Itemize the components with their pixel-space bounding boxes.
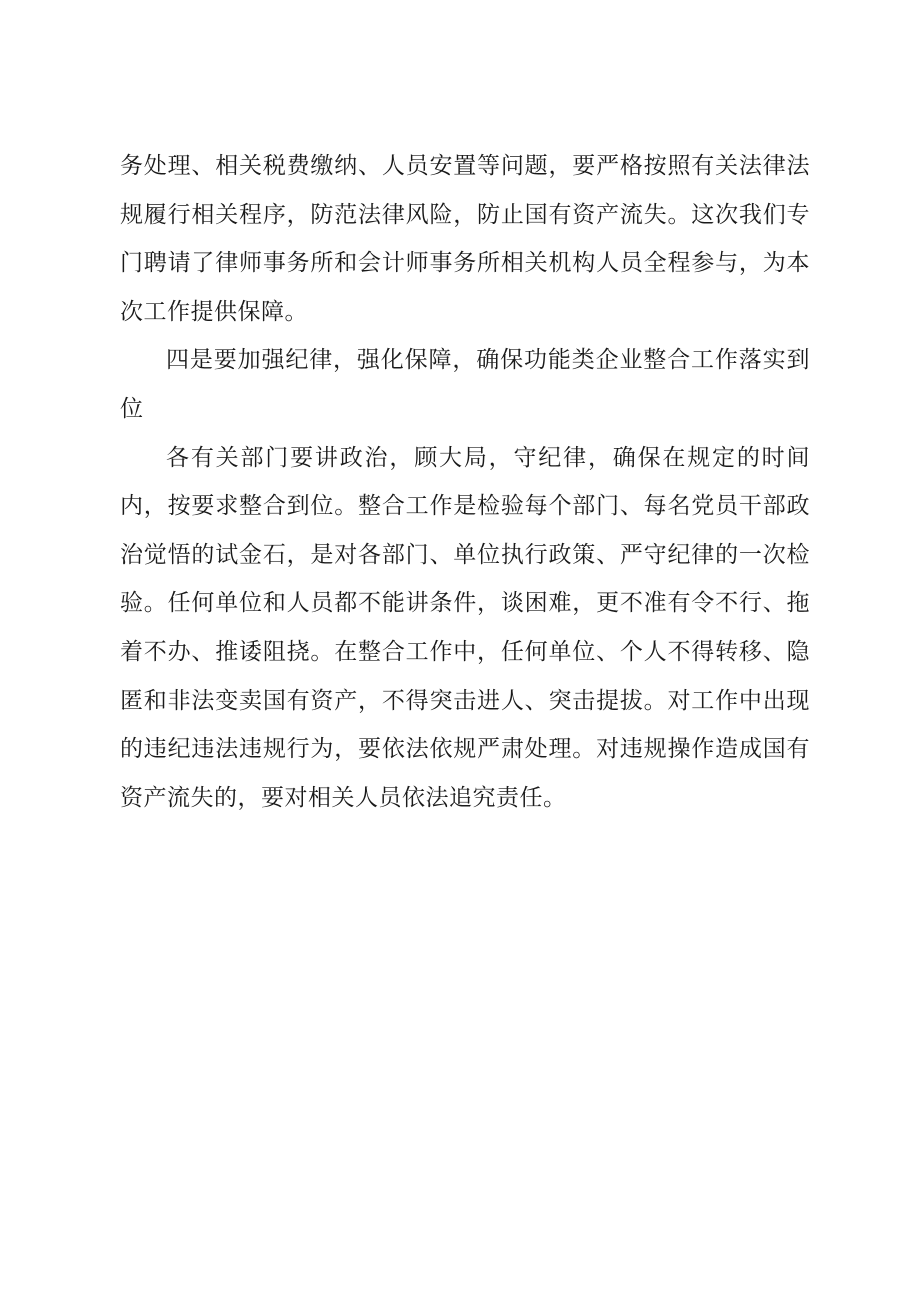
paragraph-continuation: 务处理、相关税费缴纳、人员安置等问题，要严格按照有关法律法规履行相关程序，防范法律风险，防止国有资产流失。这次我们专门聘请了律师事务所和会计师事务所相关机构人员全程参与，为本次工作提供保障。 [120, 153, 810, 325]
document-body [120, 142, 810, 822]
paragraph-discipline: 各有关部门要讲政治，顾大局，守纪律，确保在规定的时间内，按要求整合到位。整合工作是检验每个部门、每名党员干部政治觉悟的试金石，是对各部门、单位执行政策、严守纪律的一次检验。任何单位和人员都不能讲条件，谈困难，更不准有令不行、拖着不办、推诿阻挠。在整合工作中，任何单位、个人不得转移、隐匿和非法变卖国有资产，不得突击进人、突击提拔。对工作中出现的违纪违法违规行为，要依法依规严肃处理。对违规操作造成国有资产流失的，要对相关人员依法追究责任。 [120, 444, 810, 811]
section-heading: 四是要加强纪律，强化保障，确保功能类企业整合工作落实到位 [120, 347, 810, 422]
